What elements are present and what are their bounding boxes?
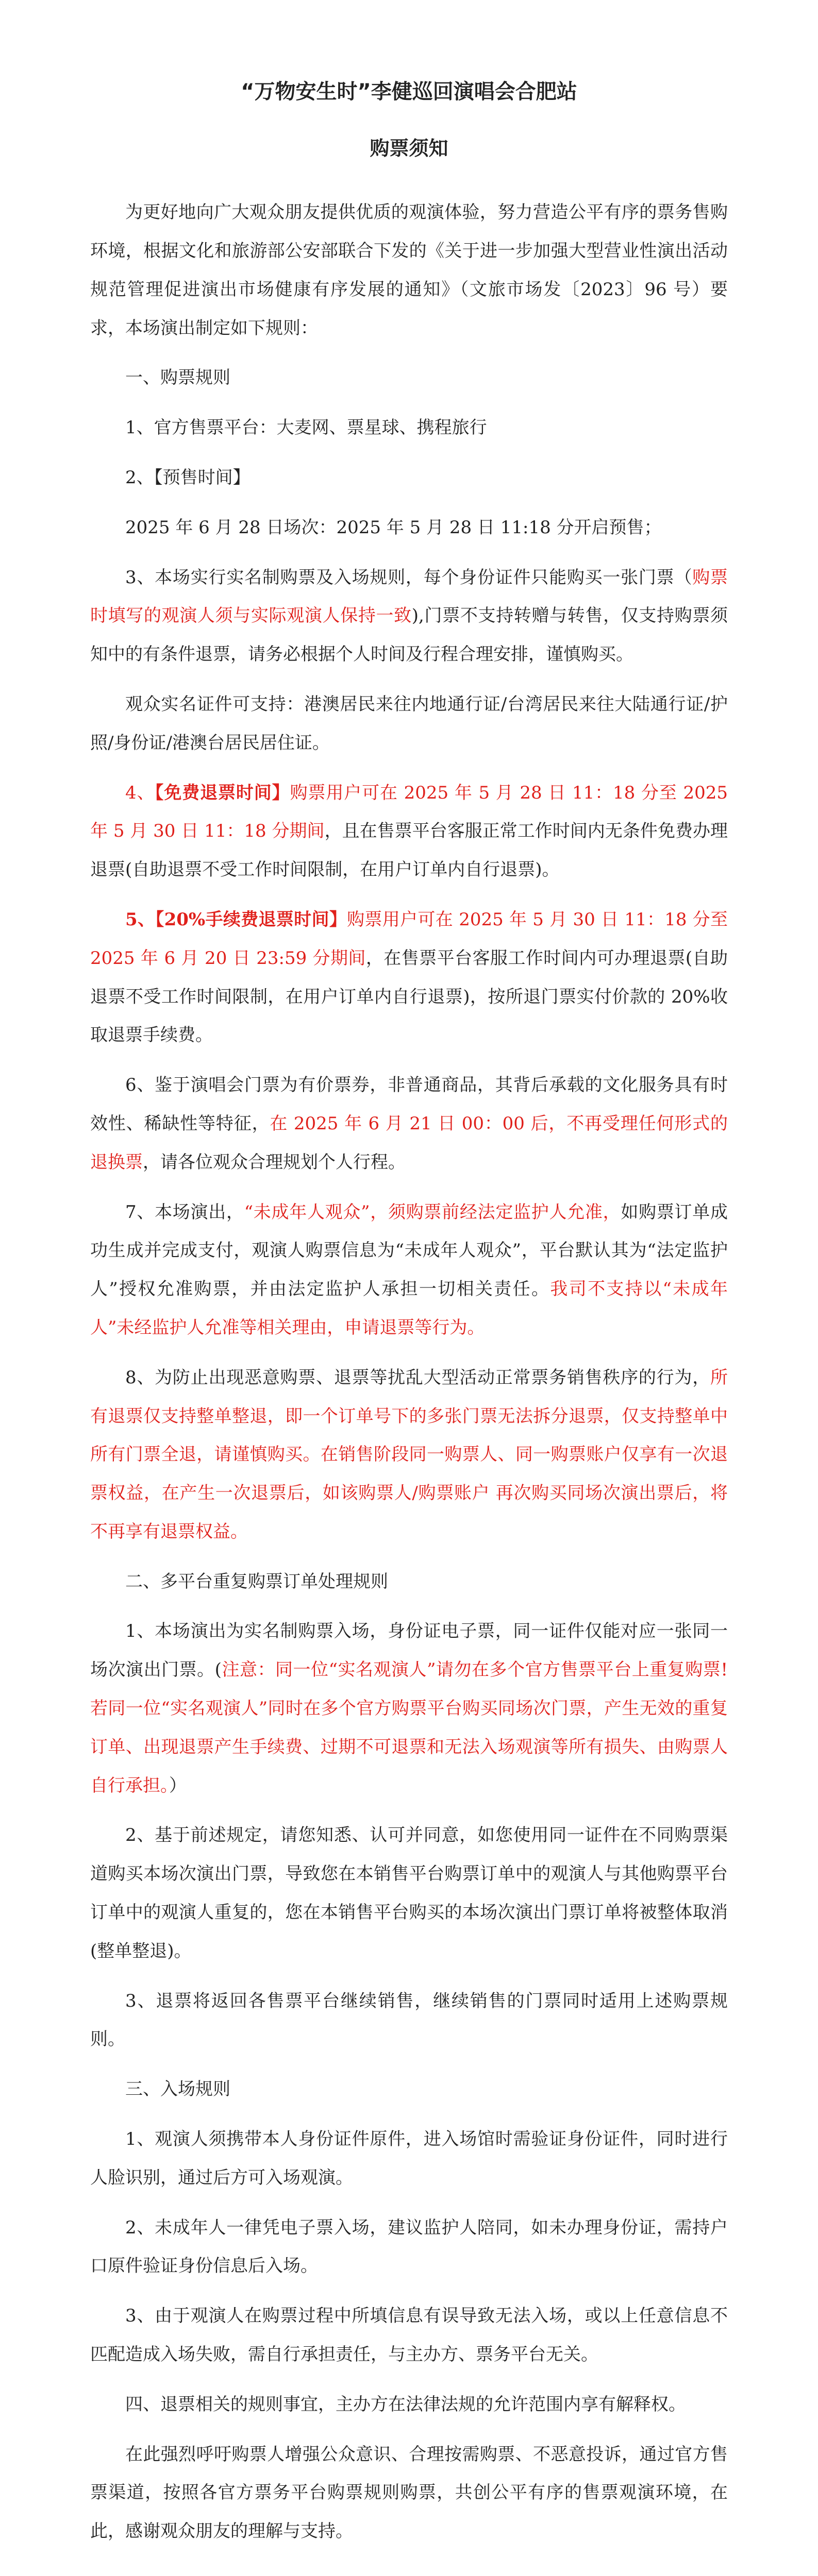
s1-item-4-label: 【免费退票时间】 <box>155 782 290 803</box>
s1-item-7-text-a: 7、本场演出， <box>125 1201 244 1223</box>
s2-item-1-highlight: 注意：同一位“实名观演人”请勿在多个官方售票平台上重复购票!若同一位“实名观演人”同时在多个官方购票平台购买同场次门票，产生无效的重复订单、出现退票产生手续费、过期不可退票和无法入场观演等所有损失、由购票人自行承担。 <box>90 1659 728 1796</box>
section-2-heading: 二、多平台重复购票订单处理规则 <box>125 1571 388 1592</box>
s2-item-1-text-b: ） <box>169 1775 187 1796</box>
s2-item-3-resale: 3、退票将返回各售票平台继续销售，继续销售的门票同时适用上述购票规则。 <box>90 1990 728 2050</box>
s1-item-8-text: 8、为防止出现恶意购票、退票等扰乱大型活动正常票务销售秩序的行为， <box>125 1367 710 1388</box>
s1-item-8-highlight: 所有退票仅支持整单整退，即一个订单号下的多张门票无法拆分退票，仅支持整单中所有门票全退，请谨慎购买。在销售阶段同一购票人、同一购票账户仅享有一次退票权益，在产生一次退票后，如该购票人/购票账户 再次购买同场次演出票后，将不再享有退票权益。 <box>90 1367 728 1542</box>
s1-item-3-text-a: 3、本场实行实名制购票及入场规则，每个身份证件只能购买一张门票（ <box>125 567 693 588</box>
s1-item-3-highlight: 购票时填写的观演人须与实际观演人保持一致 <box>90 567 728 626</box>
s1-item-1-platforms: 1、官方售票平台：大麦网、票星球、携程旅行 <box>125 417 487 438</box>
s1-item-6-text-a: 6、鉴于演唱会门票为有价票券，非普通商品，其背后承载的文化服务具有时效性、稀缺性等特征， <box>90 1075 728 1134</box>
section-3-heading: 三、入场规则 <box>125 2079 230 2100</box>
s2-item-2-cancellation: 2、基于前述规定，请您知悉、认可并同意，如您使用同一证件在不同购票渠道购买本场次演出门票，导致您在本销售平台购票订单中的观演人与其他购票平台订单中的观演人重复的，您在本销售平台购买的本场次演出门票订单将被整体取消(整单整退)。 <box>90 1825 728 1961</box>
s1-item-4-highlight: 购票用户可在 2025 年 5 月 28 日 11：18 分至 2025 年 5 月 30 日 11：18 分期间 <box>90 782 728 842</box>
s1-item-4-text: ，且在售票平台客服正常工作时间内无条件免费办理退票(自助退票不受工作时间限制，在用户订单内自行退票)。 <box>90 821 728 880</box>
s1-item-5-fee-refund <box>90 901 728 1055</box>
s1-item-6-highlight: 在 2025 年 6 月 21 日 00：00 后，不再受理任何形式的退换票 <box>90 1113 728 1173</box>
s2-item-1-text-a: 1、本场演出为实名制购票入场，身份证电子票，同一证件仅能对应一张同一场次演出门票。( <box>90 1621 728 1681</box>
closing-paragraph: 在此强烈呼吁购票人增强公众意识、合理按需购票、不恶意投诉，通过官方售票渠道，按照各官方票务平台购票规则购票，共创公平有序的售票观演环境，在此，感谢观众朋友的理解与支持。 <box>90 2444 728 2542</box>
s1-item-5-label: 5、【20%手续费退票时间】 <box>125 909 347 930</box>
s1-item-5-highlight: 购票用户可在 2025 年 5 月 30 日 11：18 分至 2025 年 6 月 20 日 23:59 分期间 <box>90 909 728 969</box>
s2-item-1-duplicate-orders <box>90 1612 728 1805</box>
s1-item-6-text-b: ，请各位观众合理规划个人行程。 <box>143 1151 406 1173</box>
intro-paragraph: 为更好地向广大观众朋友提供优质的观演体验，努力营造公平有序的票务售购环境，根据文化和旅游部公安部联合下发的《关于进一步加强大型营业性演出活动规范管理促进演出市场健康有序发展的通知》（文旅市场发〔2023〕96 号）要求，本场演出制定如下规则： <box>90 202 728 338</box>
s3-item-3-liability: 3、由于观演人在购票过程中所填信息有误导致无法入场，或以上任意信息不匹配造成入场失败，需自行承担责任，与主办方、票务平台无关。 <box>90 2306 728 2365</box>
s3-item-2-minors-entry: 2、未成年人一律凭电子票入场，建议监护人陪同，如未办理身份证，需持户口原件验证身份信息后入场。 <box>90 2217 728 2277</box>
s1-item-8-whole-order-refund <box>90 1359 728 1551</box>
document-subtitle: 购票须知 <box>370 137 448 160</box>
s1-item-7-minors <box>90 1193 728 1347</box>
s1-item-7-highlight-2: 我司不支持以“未成年人”未经监护人允准等相关理由，申请退票等行为。 <box>90 1279 728 1338</box>
s1-item-6-no-refund <box>90 1066 728 1181</box>
s1-item-3-realname <box>90 558 728 674</box>
s1-item-4-number: 4、 <box>125 782 155 803</box>
s1-item-2-presale-heading: 2、【预售时间】 <box>125 467 251 488</box>
s1-item-7-text-b: 如购票订单成功生成并完成支付，观演人购票信息为“未成年人观众”，平台默认其为“法定监护人”授权允准购票，并由法定监护人承担一切相关责任。 <box>90 1201 728 1300</box>
s1-item-3-text-b: ),门票不支持转赠与转售，仅支持购票须知中的有条件退票，请务必根据个人时间及行程合理安排，谨慎购买。 <box>90 605 728 665</box>
section-1-heading: 一、购票规则 <box>125 367 230 388</box>
section-4-interpretation: 四、退票相关的规则事宜，主办方在法律法规的允许范围内享有解释权。 <box>125 2394 686 2415</box>
s1-item-4-free-refund <box>90 774 728 889</box>
document-title: “万物安生时”李健巡回演唱会合肥站 <box>241 80 577 104</box>
s1-id-documents-note: 观众实名证件可支持：港澳居民来往内地通行证/台湾居民来往大陆通行证/护照/身份证/港澳台居民居住证。 <box>90 693 728 753</box>
s1-item-7-highlight-1: “未成年人观众”，须购票前经法定监护人允准， <box>244 1201 621 1223</box>
s3-item-1-id-check: 1、观演人须携带本人身份证件原件，进入场馆时需验证身份证件，同时进行人脸识别，通过后方可入场观演。 <box>90 2129 728 2188</box>
s1-item-2-presale-detail: 2025 年 6 月 28 日场次：2025 年 5 月 28 日 11:18 分开启预售； <box>125 517 662 538</box>
s1-item-5-text: ，在售票平台客服工作时间内可办理退票(自助退票不受工作时间限制，在用户订单内自行退票)，按所退门票实付价款的 20%收取退票手续费。 <box>90 947 728 1046</box>
